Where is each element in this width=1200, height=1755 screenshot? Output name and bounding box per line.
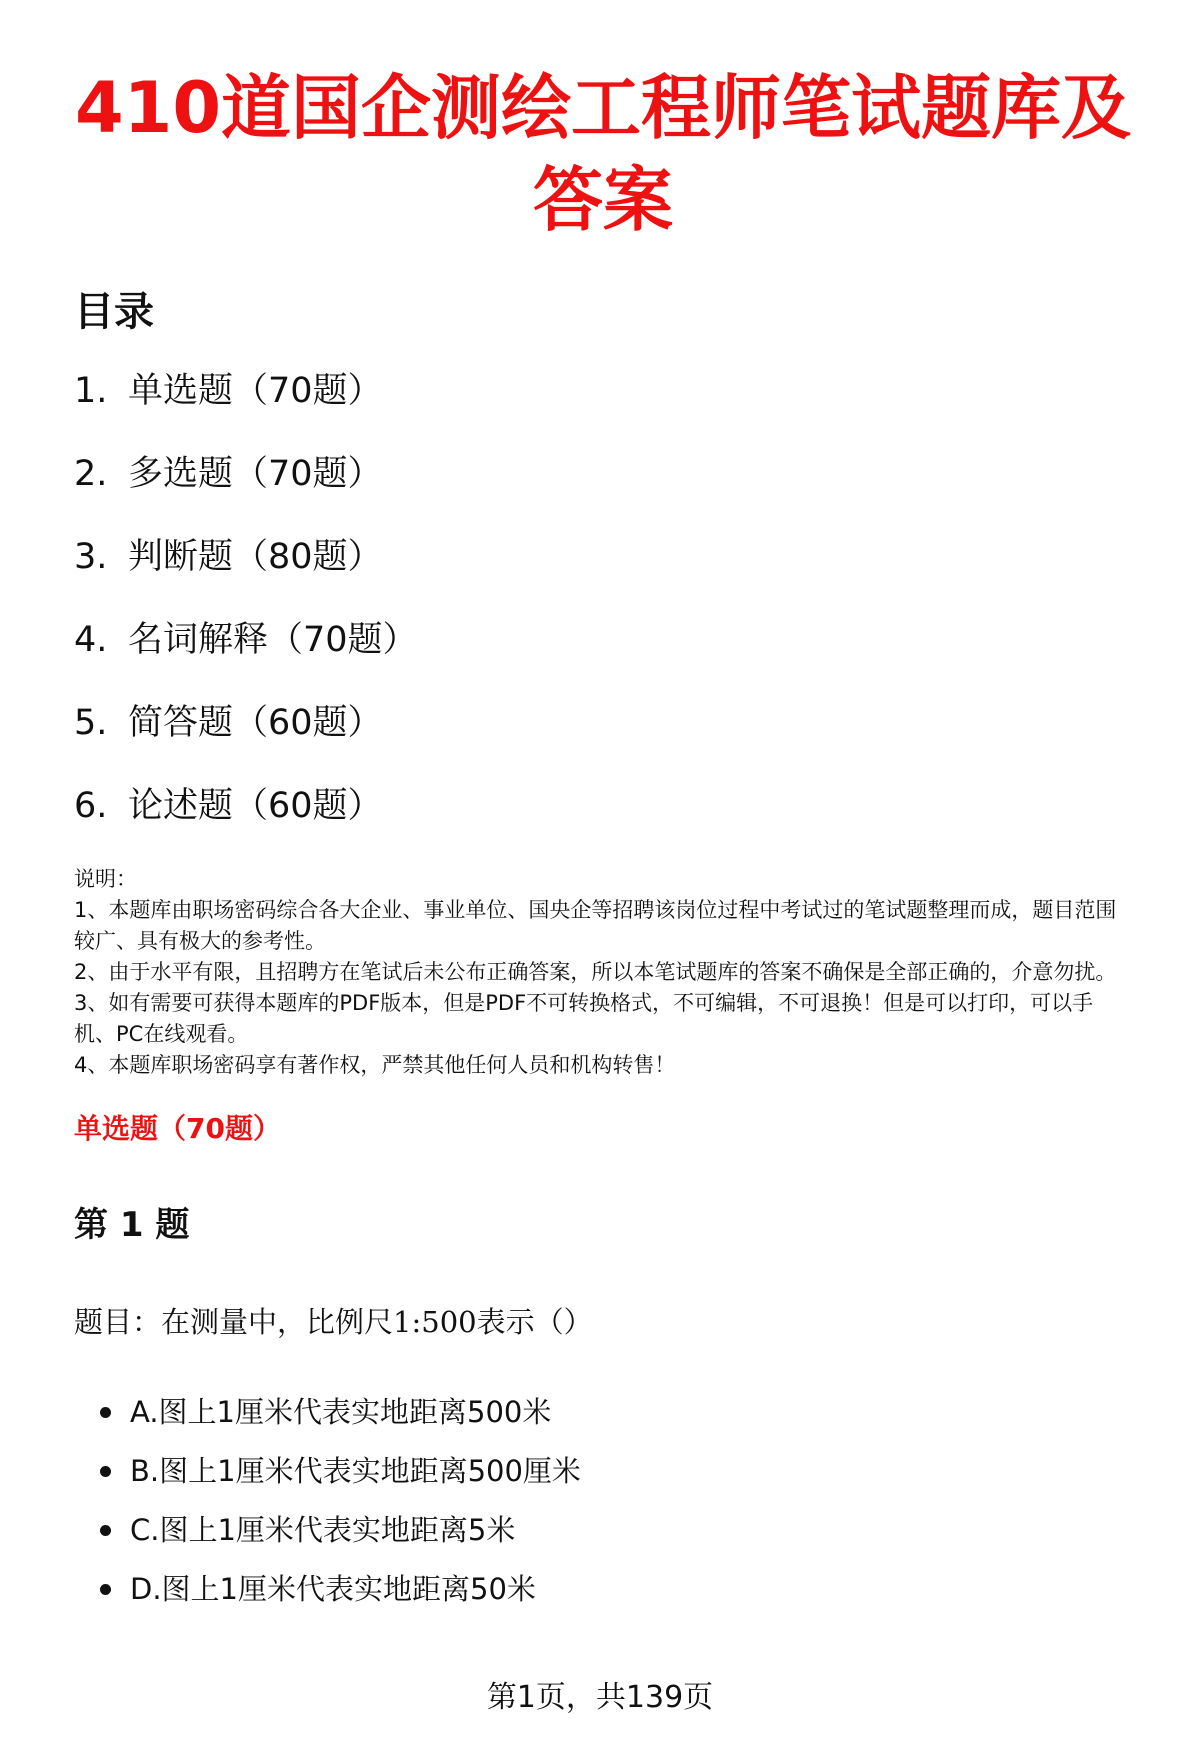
notes-heading: 说明： [74, 867, 137, 891]
notes-line: 1、本题库由职场密码综合各大企业、事业单位、国央企等招聘该岗位过程中考试过的笔试题整理而成，题目范围较广、具有极大的参考性。 [74, 898, 1117, 953]
toc-item-multiple-choice [74, 449, 1132, 499]
option-label: B.图上1厘米代表实地距离500厘米 [130, 1454, 581, 1488]
notes-block [74, 864, 1132, 1081]
bullet-icon [100, 1466, 111, 1477]
option-label: C.图上1厘米代表实地距离5米 [130, 1513, 516, 1547]
toc-item-label: 多选题（70题） [128, 454, 383, 494]
toc-item-single-choice [74, 366, 1132, 416]
toc-item-number: 6. [74, 786, 108, 826]
notes-line: 3、如有需要可获得本题库的PDF版本，但是PDF不可转换格式，不可编辑，不可退换！但是可以打印，可以手机、PC在线观看。 [74, 991, 1094, 1046]
toc-heading: 目录 [74, 289, 154, 335]
toc-list [74, 366, 1132, 831]
option-a [100, 1391, 1132, 1433]
toc-item-number: 3. [74, 537, 108, 577]
toc-item-label: 判断题（80题） [128, 537, 383, 577]
option-c [100, 1509, 1132, 1551]
option-label: D.图上1厘米代表实地距离50米 [130, 1572, 536, 1606]
toc-item-number: 1. [74, 371, 108, 411]
toc-item-label: 简答题（60题） [128, 703, 383, 743]
bullet-icon [100, 1525, 111, 1536]
question-prefix: 题目：在测量中，比例尺 [74, 1305, 394, 1339]
answer-options [74, 1391, 1132, 1610]
option-b [100, 1450, 1132, 1492]
toc-item-label: 名词解释（70题） [128, 620, 418, 660]
toc-item-label: 论述题（60题） [128, 786, 383, 826]
toc-item-term-definition [74, 615, 1132, 665]
document-title: 410道国企测绘工程师笔试题库及答案 [74, 67, 1132, 241]
option-label: A.图上1厘米代表实地距离500米 [130, 1395, 552, 1429]
option-d [100, 1568, 1132, 1610]
toc-item-essay [74, 781, 1132, 831]
question-text [74, 1301, 1132, 1343]
page-number-footer: 第1页，共139页 [486, 1680, 714, 1715]
notes-line: 4、本题库职场密码享有著作权，严禁其他任何人员和机构转售！ [74, 1053, 676, 1077]
question-suffix: 表示（） [476, 1305, 593, 1339]
toc-item-short-answer [74, 698, 1132, 748]
toc-item-number: 4. [74, 620, 108, 660]
toc-item-label: 单选题（70题） [128, 371, 383, 411]
question-heading: 第 1 题 [74, 1205, 190, 1245]
notes-line: 2、由于水平有限，且招聘方在笔试后未公布正确答案，所以本笔试题库的答案不确保是全部正确的，介意勿扰。 [74, 960, 1117, 984]
question-scale-ratio: 1:500 [393, 1305, 477, 1339]
section-heading: 单选题（70题） [74, 1112, 281, 1145]
bullet-icon [100, 1584, 111, 1595]
bullet-icon [100, 1407, 111, 1418]
toc-item-true-false [74, 532, 1132, 582]
toc-item-number: 2. [74, 454, 108, 494]
toc-item-number: 5. [74, 703, 108, 743]
